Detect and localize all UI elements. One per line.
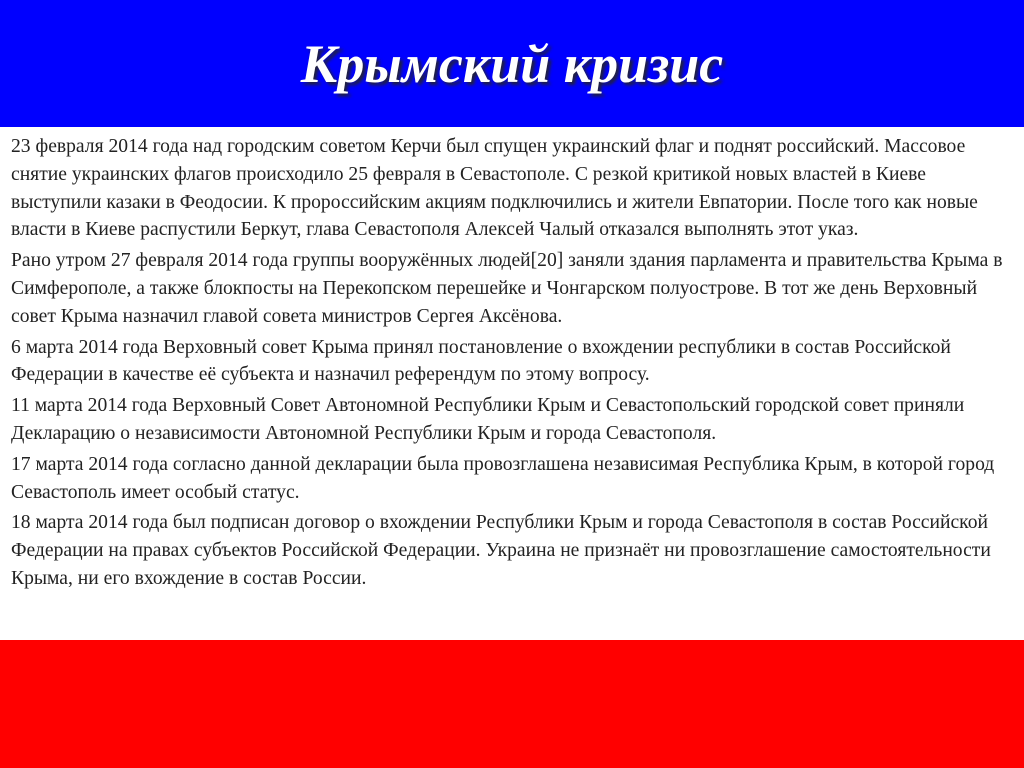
paragraph-feb-23: 23 февраля 2014 года над городским советом Керчи был спущен украинский флаг и поднят российский. Массовое снятие украинских флагов происходило 25 февраля в Севастополе. С резкой критикой новых властей в Киеве выступили казаки в Феодосии. К пророссийским акциям подключились и жители Евпатории. После того как новые власти в Киеве распустили Беркут, глава Севастополя Алексей Чалый отказался выполнять этот указ. bbox=[11, 136, 978, 241]
paragraph-mar-17: 17 марта 2014 года согласно данной декларации была провозглашена независимая Республика Крым, в которой город Севастополь имеет особый статус. bbox=[11, 453, 995, 503]
slide-body bbox=[11, 133, 1011, 596]
paragraph-mar-6: 6 марта 2014 года Верховный совет Крыма принял постановление о вхождении республики в состав Российской Федерации в качестве её субъекта и назначил референдум по этому вопросу. bbox=[11, 336, 951, 386]
paragraph-mar-11: 11 марта 2014 года Верховный Совет Автономной Республики Крым и Севастопольский городской совет приняли Декларацию о независимости Автономной Республики Крым и города Севастополя. bbox=[11, 395, 965, 444]
slide-title: Крымский кризис bbox=[300, 34, 724, 94]
flag-band-red bbox=[0, 640, 1024, 768]
paragraph-feb-27: Рано утром 27 февраля 2014 года группы вооружённых людей[20] заняли здания парламента и правительства Крыма в Симферополе, а также блокпосты на Перекопском перешейке и Чонгарском полуострове. В тот же день Верховный совет Крыма назначил главой совета министров Сергея Аксёнова. bbox=[11, 250, 1003, 327]
paragraph-mar-18: 18 марта 2014 года был подписан договор о вхождении Республики Крым и города Севастополя в состав Российской Федерации на правах субъектов Российской Федерации. Украина не признаёт ни провозглашение самостоятельности Крыма, ни его вхождение в состав России. bbox=[11, 512, 991, 589]
